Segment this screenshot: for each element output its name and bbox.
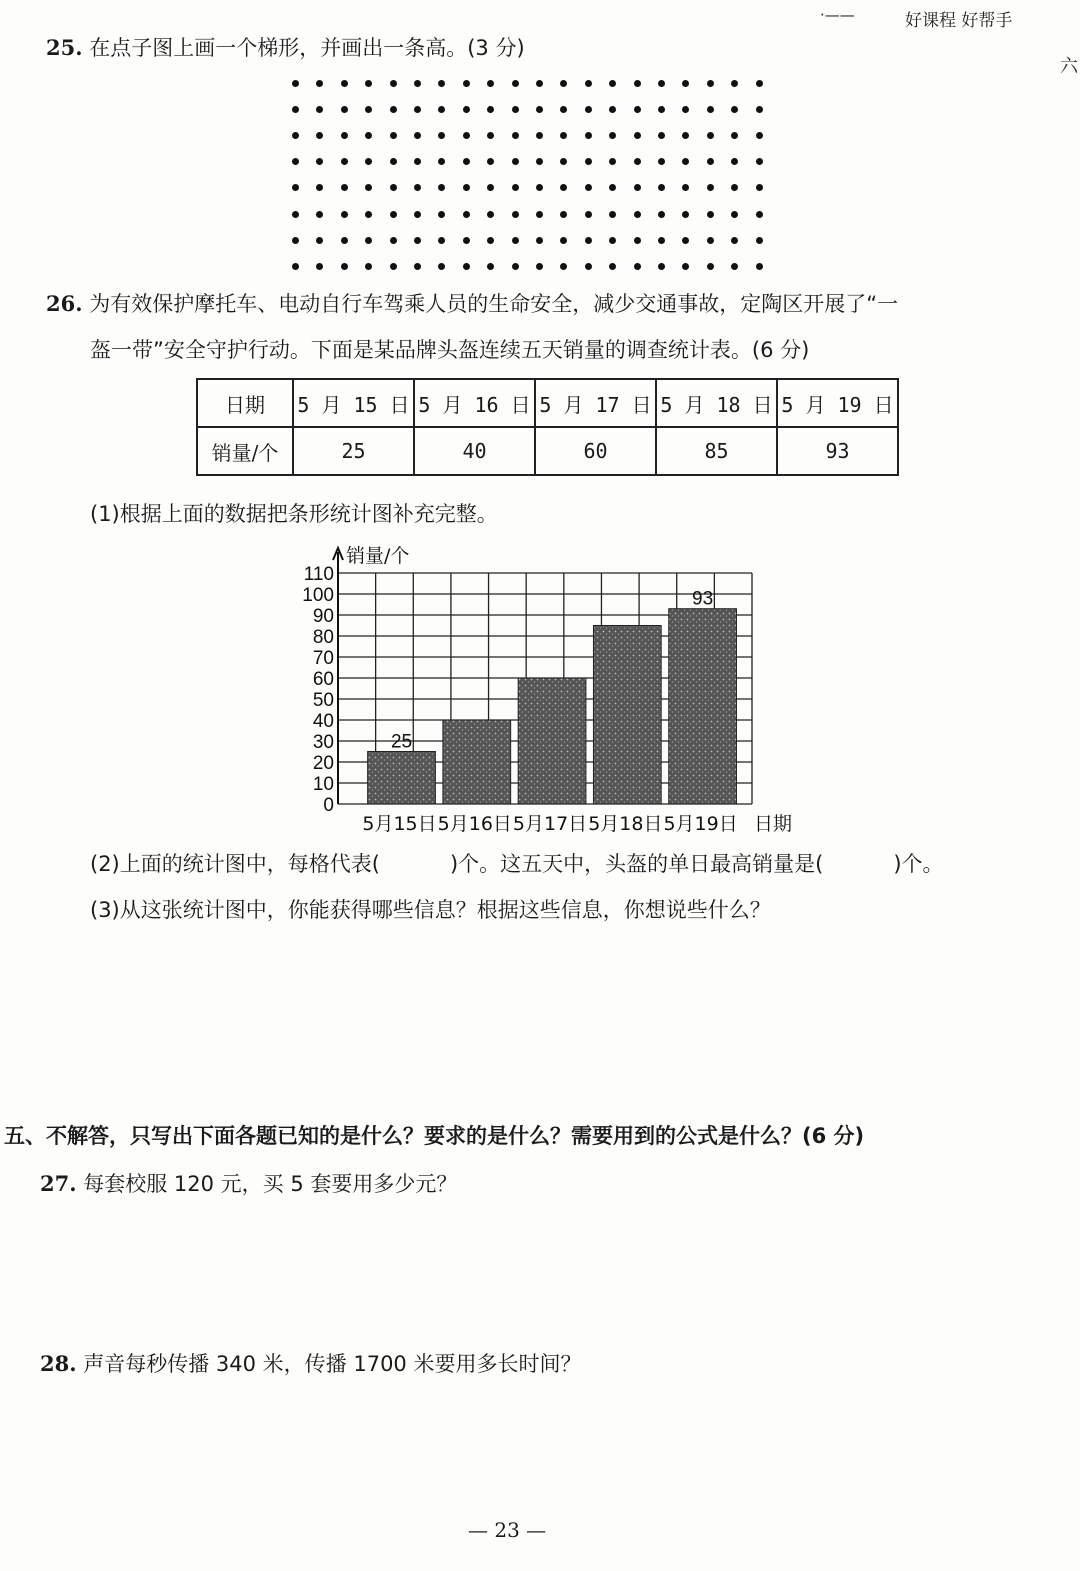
grid-dot[interactable] xyxy=(609,106,616,113)
grid-dot[interactable] xyxy=(634,158,641,165)
grid-dot[interactable] xyxy=(560,211,567,218)
grid-dot[interactable] xyxy=(560,132,567,139)
y-tick-label: 90 xyxy=(312,606,334,627)
grid-dot[interactable] xyxy=(658,158,665,165)
y-tick-label: 0 xyxy=(323,795,334,816)
grid-dot[interactable] xyxy=(512,80,519,87)
grid-dot[interactable] xyxy=(390,158,397,165)
grid-dot[interactable] xyxy=(756,184,763,191)
grid-dot[interactable] xyxy=(341,158,348,165)
date-cell: 5 月 19 日 xyxy=(777,379,898,427)
grid-dot[interactable] xyxy=(390,237,397,244)
y-tick-label: 20 xyxy=(312,753,334,774)
grid-dot[interactable] xyxy=(756,237,763,244)
grid-dot[interactable] xyxy=(756,158,763,165)
grid-dot[interactable] xyxy=(463,80,470,87)
y-tick-label: 30 xyxy=(312,732,334,753)
grid-dot[interactable] xyxy=(707,132,714,139)
grid-dot[interactable] xyxy=(414,263,421,270)
dot-grid[interactable] xyxy=(284,72,774,277)
question-text-line1: 为有效保护摩托车、电动自行车驾乘人员的生命安全，减少交通事故，定陶区开展了“一 xyxy=(89,292,899,316)
grid-dot[interactable] xyxy=(707,80,714,87)
grid-dot[interactable] xyxy=(634,132,641,139)
x-tick-label: 5月19日 xyxy=(663,813,738,835)
y-tick-label: 70 xyxy=(312,648,334,669)
bar xyxy=(443,720,511,804)
grid-dot[interactable] xyxy=(585,211,592,218)
grid-dot[interactable] xyxy=(414,80,421,87)
grid-dot[interactable] xyxy=(585,158,592,165)
grid-dot[interactable] xyxy=(731,184,738,191)
grid-dot[interactable] xyxy=(658,184,665,191)
header-slogan: 好课程 好帮手 xyxy=(905,11,1013,31)
y-tick-label: 10 xyxy=(312,774,334,795)
grid-dot[interactable] xyxy=(731,132,738,139)
grid-dot[interactable] xyxy=(682,106,689,113)
grid-dot[interactable] xyxy=(390,211,397,218)
grid-dot[interactable] xyxy=(487,158,494,165)
grid-dot[interactable] xyxy=(414,237,421,244)
grid-dot[interactable] xyxy=(316,211,323,218)
grid-dot[interactable] xyxy=(585,132,592,139)
grid-dot[interactable] xyxy=(756,80,763,87)
grid-dot[interactable] xyxy=(316,263,323,270)
grid-dot[interactable] xyxy=(390,132,397,139)
x-tick-label: 5月18日 xyxy=(588,813,663,835)
grid-dot[interactable] xyxy=(634,106,641,113)
grid-dot[interactable] xyxy=(658,263,665,270)
grid-dot[interactable] xyxy=(609,158,616,165)
grid-dot[interactable] xyxy=(731,106,738,113)
grid-dot[interactable] xyxy=(365,80,372,87)
grid-dot[interactable] xyxy=(341,263,348,270)
grid-dot[interactable] xyxy=(536,263,543,270)
grid-dot[interactable] xyxy=(682,132,689,139)
grid-dot[interactable] xyxy=(487,106,494,113)
sub-question-3: (3)从这张统计图中，你能获得哪些信息？根据这些信息，你想说些什么？ xyxy=(90,898,771,922)
question-27 xyxy=(40,1168,457,1198)
grid-dot[interactable] xyxy=(341,80,348,87)
grid-dot[interactable] xyxy=(585,263,592,270)
x-tick-label: 5月15日 xyxy=(362,813,437,835)
x-axis-label: 日期 xyxy=(754,813,793,835)
grid-dot[interactable] xyxy=(463,184,470,191)
grid-dot[interactable] xyxy=(463,106,470,113)
question-number: 25. xyxy=(46,35,83,60)
grid-dot[interactable] xyxy=(292,237,299,244)
grid-dot[interactable] xyxy=(292,211,299,218)
grid-dot[interactable] xyxy=(682,158,689,165)
grid-dot[interactable] xyxy=(609,263,616,270)
grid-dot[interactable] xyxy=(634,80,641,87)
grid-dot[interactable] xyxy=(585,184,592,191)
bar-chart xyxy=(290,540,810,840)
table-header-cell: 销量/个 xyxy=(197,427,293,475)
grid-dot[interactable] xyxy=(658,211,665,218)
grid-dot[interactable] xyxy=(341,184,348,191)
grid-dot[interactable] xyxy=(512,132,519,139)
bar xyxy=(518,678,586,804)
grid-dot[interactable] xyxy=(316,158,323,165)
sub2-part-b: )个。这五天中，头盔的单日最高销量是( xyxy=(449,852,824,876)
grid-dot[interactable] xyxy=(682,237,689,244)
grid-dot[interactable] xyxy=(414,132,421,139)
sales-cell: 25 xyxy=(293,427,414,475)
grid-dot[interactable] xyxy=(390,184,397,191)
grid-dot[interactable] xyxy=(731,158,738,165)
grid-dot[interactable] xyxy=(414,184,421,191)
grid-dot[interactable] xyxy=(438,263,445,270)
table-row xyxy=(197,379,898,427)
grid-dot[interactable] xyxy=(487,132,494,139)
grid-dot[interactable] xyxy=(560,184,567,191)
x-tick-label: 5月17日 xyxy=(512,813,588,835)
bar-value-label: 93 xyxy=(692,588,714,610)
grid-dot[interactable] xyxy=(609,237,616,244)
grid-dot[interactable] xyxy=(560,106,567,113)
grid-dot[interactable] xyxy=(292,158,299,165)
grid-dot[interactable] xyxy=(487,80,494,87)
grid-dot[interactable] xyxy=(438,132,445,139)
grid-dot[interactable] xyxy=(438,237,445,244)
table-header-cell: 日期 xyxy=(197,379,293,427)
date-cell: 5 月 17 日 xyxy=(535,379,656,427)
bar-value-label: 25 xyxy=(390,731,413,753)
table-row xyxy=(197,427,898,475)
grid-dot[interactable] xyxy=(658,132,665,139)
grid-dot[interactable] xyxy=(609,80,616,87)
grid-dot[interactable] xyxy=(512,106,519,113)
header-rule: ·—— xyxy=(820,6,855,24)
grid-dot[interactable] xyxy=(341,237,348,244)
grid-dot[interactable] xyxy=(365,237,372,244)
grid-dot[interactable] xyxy=(512,158,519,165)
grid-dot[interactable] xyxy=(438,106,445,113)
grid-dot[interactable] xyxy=(731,263,738,270)
bar xyxy=(669,609,737,804)
grid-dot[interactable] xyxy=(512,184,519,191)
grid-dot[interactable] xyxy=(365,211,372,218)
sub-question-2 xyxy=(90,848,944,878)
grid-dot[interactable] xyxy=(634,237,641,244)
x-tick-label: 5月16日 xyxy=(437,813,512,835)
grid-dot[interactable] xyxy=(536,80,543,87)
question-text-line2: 盔一带”安全守护行动。下面是某品牌头盔连续五天销量的调查统计表。(6 分) xyxy=(90,338,810,362)
grid-dot[interactable] xyxy=(438,158,445,165)
y-tick-label: 80 xyxy=(312,627,334,648)
grid-dot[interactable] xyxy=(609,211,616,218)
grid-dot[interactable] xyxy=(341,132,348,139)
sub2-part-a: (2)上面的统计图中，每格代表( xyxy=(90,852,380,876)
grid-dot[interactable] xyxy=(390,263,397,270)
grid-dot[interactable] xyxy=(438,184,445,191)
grid-dot[interactable] xyxy=(707,184,714,191)
y-tick-label: 100 xyxy=(302,585,334,606)
question-25 xyxy=(46,32,525,62)
grid-dot[interactable] xyxy=(756,263,763,270)
answer-space-26-3[interactable] xyxy=(90,935,990,1105)
grid-dot[interactable] xyxy=(512,237,519,244)
question-text: 声音每秒传播 340 米，传播 1700 米要用多长时间？ xyxy=(83,1352,582,1376)
grid-dot[interactable] xyxy=(536,184,543,191)
grid-dot[interactable] xyxy=(682,184,689,191)
grid-dot[interactable] xyxy=(487,237,494,244)
grid-dot[interactable] xyxy=(316,106,323,113)
grid-dot[interactable] xyxy=(512,263,519,270)
date-cell: 5 月 16 日 xyxy=(414,379,535,427)
bar xyxy=(593,626,661,805)
grid-dot[interactable] xyxy=(560,263,567,270)
grid-dot[interactable] xyxy=(707,158,714,165)
grid-dot[interactable] xyxy=(682,80,689,87)
grid-dot[interactable] xyxy=(634,263,641,270)
grid-dot[interactable] xyxy=(487,263,494,270)
grid-dot[interactable] xyxy=(438,211,445,218)
grid-dot[interactable] xyxy=(463,158,470,165)
grid-dot[interactable] xyxy=(463,211,470,218)
grid-dot[interactable] xyxy=(560,158,567,165)
grid-dot[interactable] xyxy=(365,158,372,165)
y-tick-label: 110 xyxy=(303,564,334,585)
grid-dot[interactable] xyxy=(438,80,445,87)
grid-dot[interactable] xyxy=(560,80,567,87)
grid-dot[interactable] xyxy=(634,184,641,191)
grid-dot[interactable] xyxy=(292,132,299,139)
grid-dot[interactable] xyxy=(512,211,519,218)
question-26 xyxy=(46,288,898,318)
grid-dot[interactable] xyxy=(756,106,763,113)
sales-table xyxy=(196,378,899,476)
question-28 xyxy=(40,1348,581,1378)
grid-dot[interactable] xyxy=(536,211,543,218)
grid-dot[interactable] xyxy=(316,132,323,139)
y-axis-label: 销量/个 xyxy=(346,545,410,567)
grid-dot[interactable] xyxy=(658,106,665,113)
grid-dot[interactable] xyxy=(365,184,372,191)
grid-dot[interactable] xyxy=(414,158,421,165)
grid-dot[interactable] xyxy=(365,263,372,270)
date-cell: 5 月 15 日 xyxy=(293,379,414,427)
grid-dot[interactable] xyxy=(731,237,738,244)
grid-dot[interactable] xyxy=(414,211,421,218)
y-tick-label: 60 xyxy=(312,669,334,690)
date-cell: 5 月 18 日 xyxy=(656,379,777,427)
sub-question-1: (1)根据上面的数据把条形统计图补充完整。 xyxy=(90,502,498,526)
question-number: 27. xyxy=(40,1171,77,1196)
grid-dot[interactable] xyxy=(316,184,323,191)
grid-dot[interactable] xyxy=(756,211,763,218)
question-text: 每套校服 120 元，买 5 套要用多少元？ xyxy=(83,1172,458,1196)
answer-space-28[interactable] xyxy=(40,1385,940,1505)
grid-dot[interactable] xyxy=(365,106,372,113)
grid-dot[interactable] xyxy=(707,211,714,218)
grid-dot[interactable] xyxy=(756,132,763,139)
grid-dot[interactable] xyxy=(341,106,348,113)
grid-dot[interactable] xyxy=(731,211,738,218)
page-number: — 23 — xyxy=(468,1518,547,1542)
grid-dot[interactable] xyxy=(536,237,543,244)
grid-dot[interactable] xyxy=(682,211,689,218)
answer-space-27[interactable] xyxy=(40,1205,940,1335)
grid-dot[interactable] xyxy=(341,211,348,218)
grid-dot[interactable] xyxy=(707,237,714,244)
grid-dot[interactable] xyxy=(634,211,641,218)
sub2-part-c: )个。 xyxy=(893,852,944,876)
y-tick-label: 40 xyxy=(312,711,334,732)
sales-cell: 60 xyxy=(535,427,656,475)
grid-dot[interactable] xyxy=(316,80,323,87)
grid-dot[interactable] xyxy=(463,263,470,270)
side-grade-label: 六 xyxy=(1060,56,1078,77)
grid-dot[interactable] xyxy=(292,184,299,191)
section-5-title: 五、不解答，只写出下面各题已知的是什么？要求的是什么？需要用到的公式是什么？(6 分) xyxy=(4,1124,865,1148)
grid-dot[interactable] xyxy=(316,237,323,244)
grid-dot[interactable] xyxy=(707,263,714,270)
grid-dot[interactable] xyxy=(560,237,567,244)
grid-dot[interactable] xyxy=(536,132,543,139)
grid-dot[interactable] xyxy=(585,106,592,113)
bar xyxy=(368,752,436,805)
grid-dot[interactable] xyxy=(707,106,714,113)
grid-dot[interactable] xyxy=(463,132,470,139)
grid-dot[interactable] xyxy=(731,80,738,87)
sales-cell: 40 xyxy=(414,427,535,475)
grid-dot[interactable] xyxy=(487,211,494,218)
sales-cell: 85 xyxy=(656,427,777,475)
grid-dot[interactable] xyxy=(658,237,665,244)
grid-dot[interactable] xyxy=(658,80,665,87)
question-number: 26. xyxy=(46,291,83,316)
grid-dot[interactable] xyxy=(365,132,372,139)
grid-dot[interactable] xyxy=(463,237,470,244)
sales-cell: 93 xyxy=(777,427,898,475)
grid-dot[interactable] xyxy=(682,263,689,270)
grid-dot[interactable] xyxy=(292,80,299,87)
grid-dot[interactable] xyxy=(390,80,397,87)
grid-dot[interactable] xyxy=(390,106,397,113)
grid-dot[interactable] xyxy=(585,80,592,87)
question-text: 在点子图上画一个梯形，并画出一条高。(3 分) xyxy=(89,36,525,60)
grid-dot[interactable] xyxy=(609,184,616,191)
grid-dot[interactable] xyxy=(536,106,543,113)
question-number: 28. xyxy=(40,1351,77,1376)
grid-dot[interactable] xyxy=(487,184,494,191)
grid-dot[interactable] xyxy=(609,132,616,139)
grid-dot[interactable] xyxy=(414,106,421,113)
grid-dot[interactable] xyxy=(536,158,543,165)
grid-dot[interactable] xyxy=(292,106,299,113)
y-tick-label: 50 xyxy=(312,690,334,711)
grid-dot[interactable] xyxy=(292,263,299,270)
grid-dot[interactable] xyxy=(585,237,592,244)
